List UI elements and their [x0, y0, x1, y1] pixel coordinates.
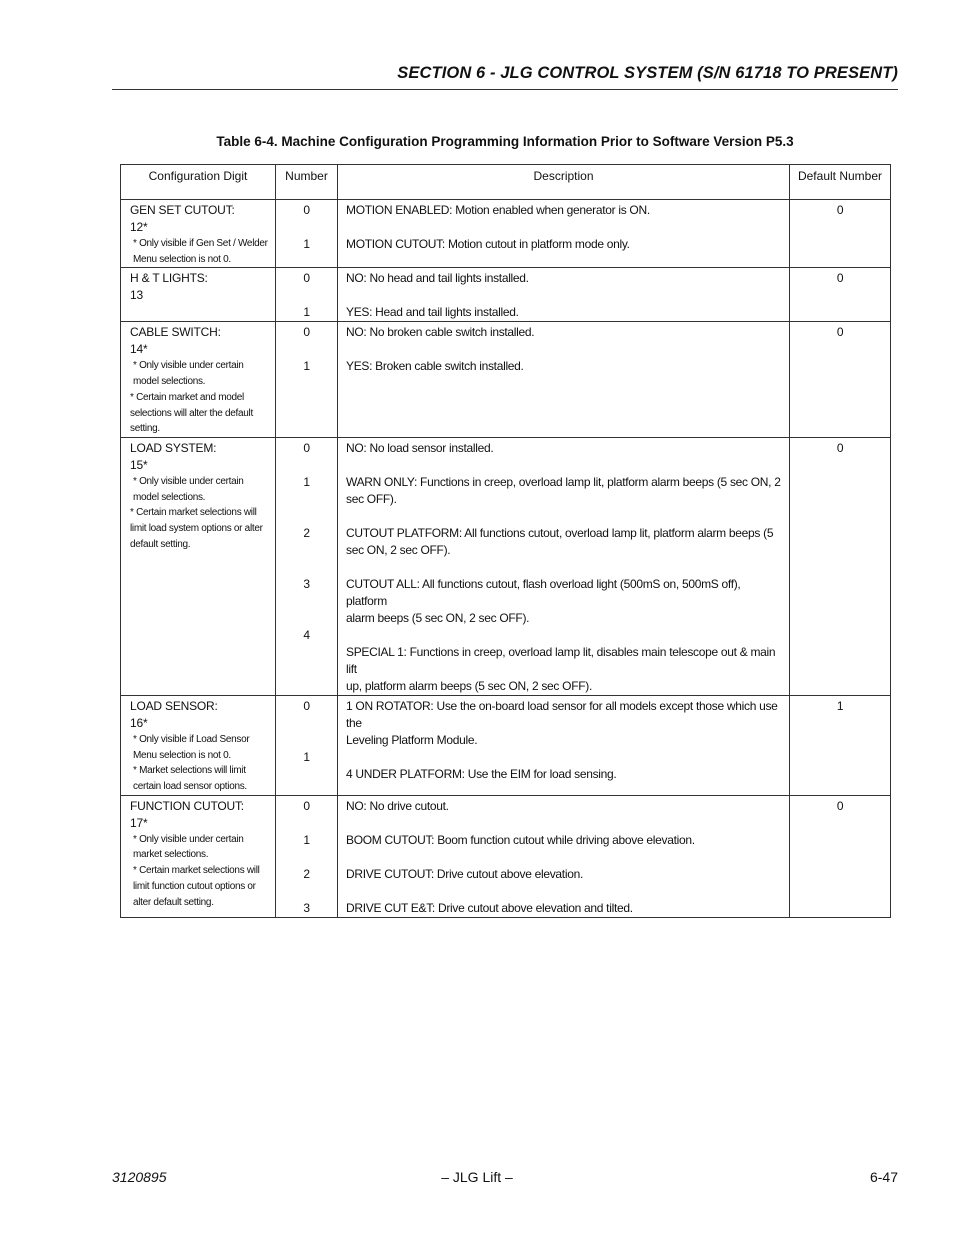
spacer [276, 849, 337, 866]
option-description-line: CUTOUT PLATFORM: All functions cutout, overload lamp lit, platform alarm beeps (5 [346, 525, 774, 540]
table-row [121, 795, 891, 917]
digit-number: 16* [130, 715, 148, 730]
column-header-description: Description [338, 165, 790, 200]
default-number-cell [790, 437, 891, 695]
spacer [276, 732, 337, 749]
digit-number: 13 [130, 288, 143, 303]
option-description-line: SPECIAL 1: Functions in creep, overload lamp lit, disables main telescope out & main lift [346, 644, 776, 676]
spacer [276, 287, 337, 304]
configuration-digit-cell [121, 795, 276, 917]
setting-name: LOAD SENSOR: [130, 698, 218, 713]
spacer [346, 559, 781, 576]
default-number: 0 [836, 271, 844, 286]
spacer [346, 883, 781, 900]
spacer [346, 849, 781, 866]
option-number: 0 [303, 440, 310, 455]
number-cell [276, 322, 338, 438]
setting-name: FUNCTION CUTOUT: [130, 798, 244, 813]
column-header-configuration-digit: Configuration Digit [121, 165, 276, 200]
visibility-note: * Certain market selections will limit load system options or alter default setting. [130, 507, 263, 550]
spacer [276, 715, 337, 732]
spacer [276, 610, 337, 627]
default-number: 1 [836, 698, 844, 713]
option-description-line: Leveling Platform Module. [346, 732, 478, 747]
visibility-note: * Market selections will limit certain load sensor options. [133, 765, 247, 793]
spacer [276, 542, 337, 559]
option-number: 2 [303, 525, 310, 540]
number-cell [276, 200, 338, 268]
spacer [346, 219, 781, 236]
spacer [276, 491, 337, 508]
spacer [346, 508, 781, 525]
visibility-note: * Only visible under certain model selections. [133, 360, 244, 388]
description-cell [338, 268, 790, 322]
description-cell [338, 322, 790, 438]
option-number: 3 [303, 900, 310, 915]
spacer [346, 341, 781, 358]
spacer [276, 644, 337, 661]
spacer [276, 883, 337, 900]
number-cell [276, 795, 338, 917]
visibility-note: * Only visible under certain model selections. [133, 475, 244, 503]
description-cell [338, 795, 790, 917]
visibility-note: * Certain market and model selections will alter the default setting. [130, 391, 253, 435]
option-description-line: YES: Broken cable switch installed. [346, 359, 524, 374]
table-row [121, 322, 891, 438]
visibility-note: * Certain market selections will limit function cutout options or alter default setting. [133, 865, 260, 908]
default-number: 0 [836, 203, 844, 217]
option-description-line: NO: No load sensor installed. [346, 440, 494, 455]
option-number: 0 [303, 271, 310, 286]
spacer [346, 287, 781, 304]
configuration-digit-cell [121, 322, 276, 438]
option-description-line: NO: No broken cable switch installed. [346, 325, 535, 340]
option-number: 1 [303, 832, 310, 847]
option-description-line: sec ON, 2 sec OFF). [346, 542, 451, 557]
option-description-line: alarm beeps (5 sec ON, 2 sec OFF). [346, 610, 530, 625]
option-description-line: 1 ON ROTATOR: Use the on-board load sensor for all models except those which use the [346, 698, 778, 730]
table-body [121, 200, 891, 918]
option-description-line: DRIVE CUT E&T: Drive cutout above elevation and tilted. [346, 900, 633, 915]
option-number: 1 [303, 359, 310, 374]
header-rule [112, 89, 898, 90]
option-description-line: MOTION CUTOUT: Motion cutout in platform mode only. [346, 237, 630, 251]
option-description-line: up, platform alarm beeps (5 sec ON, 2 sec OFF). [346, 678, 592, 693]
description-cell [338, 695, 790, 795]
table-row [121, 695, 891, 795]
option-number: 0 [303, 698, 310, 713]
spacer [346, 815, 781, 832]
column-header-number: Number [276, 165, 338, 200]
configuration-digit-cell [121, 200, 276, 268]
digit-number: 17* [130, 815, 148, 830]
default-number: 0 [836, 325, 844, 340]
option-number: 1 [303, 237, 310, 251]
option-number: 4 [303, 627, 310, 642]
option-description-line: BOOM CUTOUT: Boom function cutout while driving above elevation. [346, 832, 695, 847]
option-number: 0 [303, 325, 310, 340]
table-header-row [121, 165, 891, 200]
option-description-line: NO: No drive cutout. [346, 798, 449, 813]
option-number: 0 [303, 798, 310, 813]
option-description-line: NO: No head and tail lights installed. [346, 271, 529, 286]
document-number: 3120895 [112, 1169, 167, 1185]
table-row [121, 437, 891, 695]
setting-name: H & T LIGHTS: [130, 271, 208, 286]
spacer [276, 341, 337, 358]
option-number: 2 [303, 866, 310, 881]
configuration-digit-cell [121, 268, 276, 322]
spacer [276, 593, 337, 610]
option-description-line: CUTOUT ALL: All functions cutout, flash overload light (500mS on, 500mS off), platform [346, 576, 741, 608]
visibility-note: * Only visible if Load Sensor Menu selection is not 0. [133, 733, 250, 761]
column-header-default-number: Default Number [790, 165, 891, 200]
setting-name: LOAD SYSTEM: [130, 440, 217, 455]
spacer [276, 219, 337, 236]
spacer [346, 627, 781, 644]
section-title: SECTION 6 - JLG CONTROL SYSTEM (S/N 61718 TO PRESENT) [397, 64, 898, 82]
table-row [121, 268, 891, 322]
visibility-note: * Only visible under certain market selections. [133, 833, 244, 861]
configuration-digit-cell [121, 695, 276, 795]
option-number: 1 [303, 474, 310, 489]
number-cell [276, 695, 338, 795]
option-description-line: DRIVE CUTOUT: Drive cutout above elevation. [346, 866, 583, 881]
spacer [276, 559, 337, 576]
option-description-line: MOTION ENABLED: Motion enabled when generator is ON. [346, 203, 650, 217]
page-number: 6-47 [869, 1169, 898, 1185]
default-number-cell [790, 695, 891, 795]
default-number: 0 [836, 798, 844, 813]
default-number-cell [790, 795, 891, 917]
option-description-line: YES: Head and tail lights installed. [346, 305, 519, 320]
spacer [346, 749, 781, 766]
number-cell [276, 437, 338, 695]
default-number-cell [790, 268, 891, 322]
spacer [276, 815, 337, 832]
spacer [346, 457, 781, 474]
table-row [121, 200, 891, 268]
spacer [276, 508, 337, 525]
option-description-line: 4 UNDER PLATFORM: Use the EIM for load sensing. [346, 766, 617, 781]
configuration-digit-cell [121, 437, 276, 695]
number-cell [276, 268, 338, 322]
visibility-note: * Only visible if Gen Set / Welder Menu selection is not 0. [133, 238, 268, 265]
digit-number: 12* [130, 220, 148, 234]
description-cell [338, 437, 790, 695]
option-number: 1 [303, 749, 310, 764]
option-description-line: sec OFF). [346, 491, 397, 506]
option-description-line: WARN ONLY: Functions in creep, overload lamp lit, platform alarm beeps (5 sec ON, 2 [346, 474, 781, 489]
configuration-table [120, 164, 891, 918]
option-number: 1 [303, 305, 310, 320]
default-number-cell [790, 322, 891, 438]
footer-brand: – JLG Lift – [441, 1169, 513, 1185]
digit-number: 15* [130, 457, 148, 472]
setting-name: GEN SET CUTOUT: [130, 203, 235, 217]
spacer [276, 457, 337, 474]
digit-number: 14* [130, 342, 148, 357]
default-number: 0 [836, 440, 844, 455]
table-title: Table 6-4. Machine Configuration Programming Information Prior to Software Version P5.3 [216, 134, 794, 149]
description-cell [338, 200, 790, 268]
option-number: 3 [303, 576, 310, 591]
option-number: 0 [303, 203, 310, 217]
setting-name: CABLE SWITCH: [130, 325, 221, 340]
default-number-cell [790, 200, 891, 268]
